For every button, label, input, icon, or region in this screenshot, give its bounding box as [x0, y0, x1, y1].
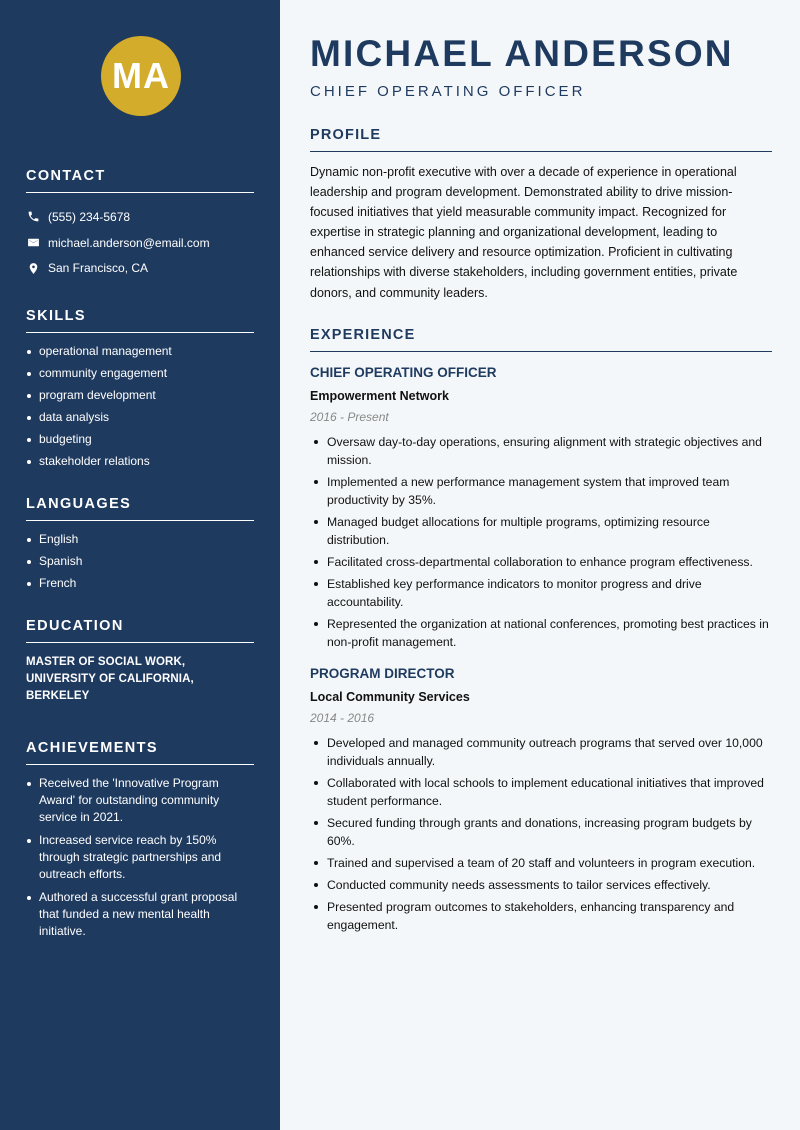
job-role: PROGRAM DIRECTOR: [310, 665, 455, 681]
list-item: Authored a successful grant proposal that funded a new mental health initiative.: [26, 889, 254, 940]
achievements-section: [26, 740, 254, 940]
sidebar: [0, 0, 280, 1130]
phone-text: (555) 234-5678: [48, 209, 131, 224]
list-item: Facilitated cross-departmental collaboration to enhance program effectiveness.: [310, 553, 772, 571]
list-item: Managed budget allocations for multiple programs, optimizing resource distribution.: [310, 513, 772, 549]
job-dates: 2016 - Present: [310, 409, 389, 424]
list-item: Spanish: [26, 553, 254, 570]
job-entry: [310, 365, 772, 651]
list-item: community engagement: [26, 365, 254, 382]
contact-list: [26, 204, 254, 281]
job-points: [310, 433, 772, 651]
mail-icon: [26, 236, 40, 250]
skills-list: [26, 343, 254, 470]
list-item: French: [26, 575, 254, 592]
job-points: [310, 734, 772, 934]
experience-heading: EXPERIENCE: [310, 327, 772, 352]
list-item: Collaborated with local schools to implement educational initiatives that improved student performance.: [310, 774, 772, 810]
list-item: Increased service reach by 150% through strategic partnerships and outreach efforts.: [26, 832, 254, 883]
languages-section: [26, 496, 254, 592]
location-text: San Francisco, CA: [48, 261, 149, 276]
skills-section: [26, 308, 254, 470]
contact-heading: CONTACT: [26, 168, 254, 193]
list-item: Represented the organization at national conferences, promoting best practices in non-profit management.: [310, 615, 772, 651]
list-item: operational management: [26, 343, 254, 360]
contact-location: [26, 255, 254, 281]
list-item: program development: [26, 387, 254, 404]
candidate-title: CHIEF OPERATING OFFICER: [310, 83, 586, 100]
education-degree: MASTER OF SOCIAL WORK, UNIVERSITY OF CALIFORNIA, BERKELEY: [26, 656, 194, 703]
list-item: English: [26, 531, 254, 548]
list-item: Conducted community needs assessments to tailor services effectively.: [310, 876, 772, 894]
avatar: MA: [101, 36, 181, 116]
list-item: budgeting: [26, 431, 254, 448]
list-item: Secured funding through grants and donations, increasing program budgets by 60%.: [310, 814, 772, 850]
main-content: [310, 0, 772, 938]
achievements-list: [26, 775, 254, 940]
profile-heading: PROFILE: [310, 127, 772, 152]
list-item: Presented program outcomes to stakeholders, enhancing transparency and engagement.: [310, 898, 772, 934]
email-text: michael.anderson@email.com: [48, 235, 210, 250]
skills-heading: SKILLS: [26, 308, 254, 333]
location-pin-icon: [26, 261, 40, 275]
contact-section: [26, 168, 254, 281]
list-item: Trained and supervised a team of 20 staff and volunteers in program execution.: [310, 854, 772, 872]
languages-list: [26, 531, 254, 592]
contact-email: [26, 230, 254, 256]
profile-text: Dynamic non-profit executive with over a decade of experience in operational leadership and program development. Demonstrated ability to drive mission-focused initiatives that yield measurable community impact. Recognized for expertise in strategic planning and organizational development, leading to enhanced service delivery and resource optimization. Proficient in cultivating relationships with diverse stakeholders, including government entities, private donors, and community leaders.: [310, 165, 738, 300]
list-item: Implemented a new performance management system that improved team productivity by 35%.: [310, 473, 772, 509]
job-entry: [310, 666, 772, 934]
education-heading: EDUCATION: [26, 618, 254, 643]
achievements-heading: ACHIEVEMENTS: [26, 740, 254, 765]
candidate-name: MICHAEL ANDERSON: [310, 33, 734, 74]
job-company: Local Community Services: [310, 689, 470, 704]
phone-icon: [26, 210, 40, 224]
languages-heading: LANGUAGES: [26, 496, 254, 521]
job-role: CHIEF OPERATING OFFICER: [310, 364, 497, 380]
list-item: Established key performance indicators to monitor progress and drive accountability.: [310, 575, 772, 611]
list-item: Received the 'Innovative Program Award' for outstanding community service in 2021.: [26, 775, 254, 826]
education-section: [26, 618, 254, 705]
profile-section: [310, 127, 772, 303]
list-item: data analysis: [26, 409, 254, 426]
list-item: Developed and managed community outreach programs that served over 10,000 individuals annually.: [310, 734, 772, 770]
list-item: stakeholder relations: [26, 453, 254, 470]
job-dates: 2014 - 2016: [310, 710, 375, 725]
job-company: Empowerment Network: [310, 388, 449, 403]
experience-section: [310, 327, 772, 934]
contact-phone: [26, 204, 254, 230]
list-item: Oversaw day-to-day operations, ensuring alignment with strategic objectives and mission.: [310, 433, 772, 469]
